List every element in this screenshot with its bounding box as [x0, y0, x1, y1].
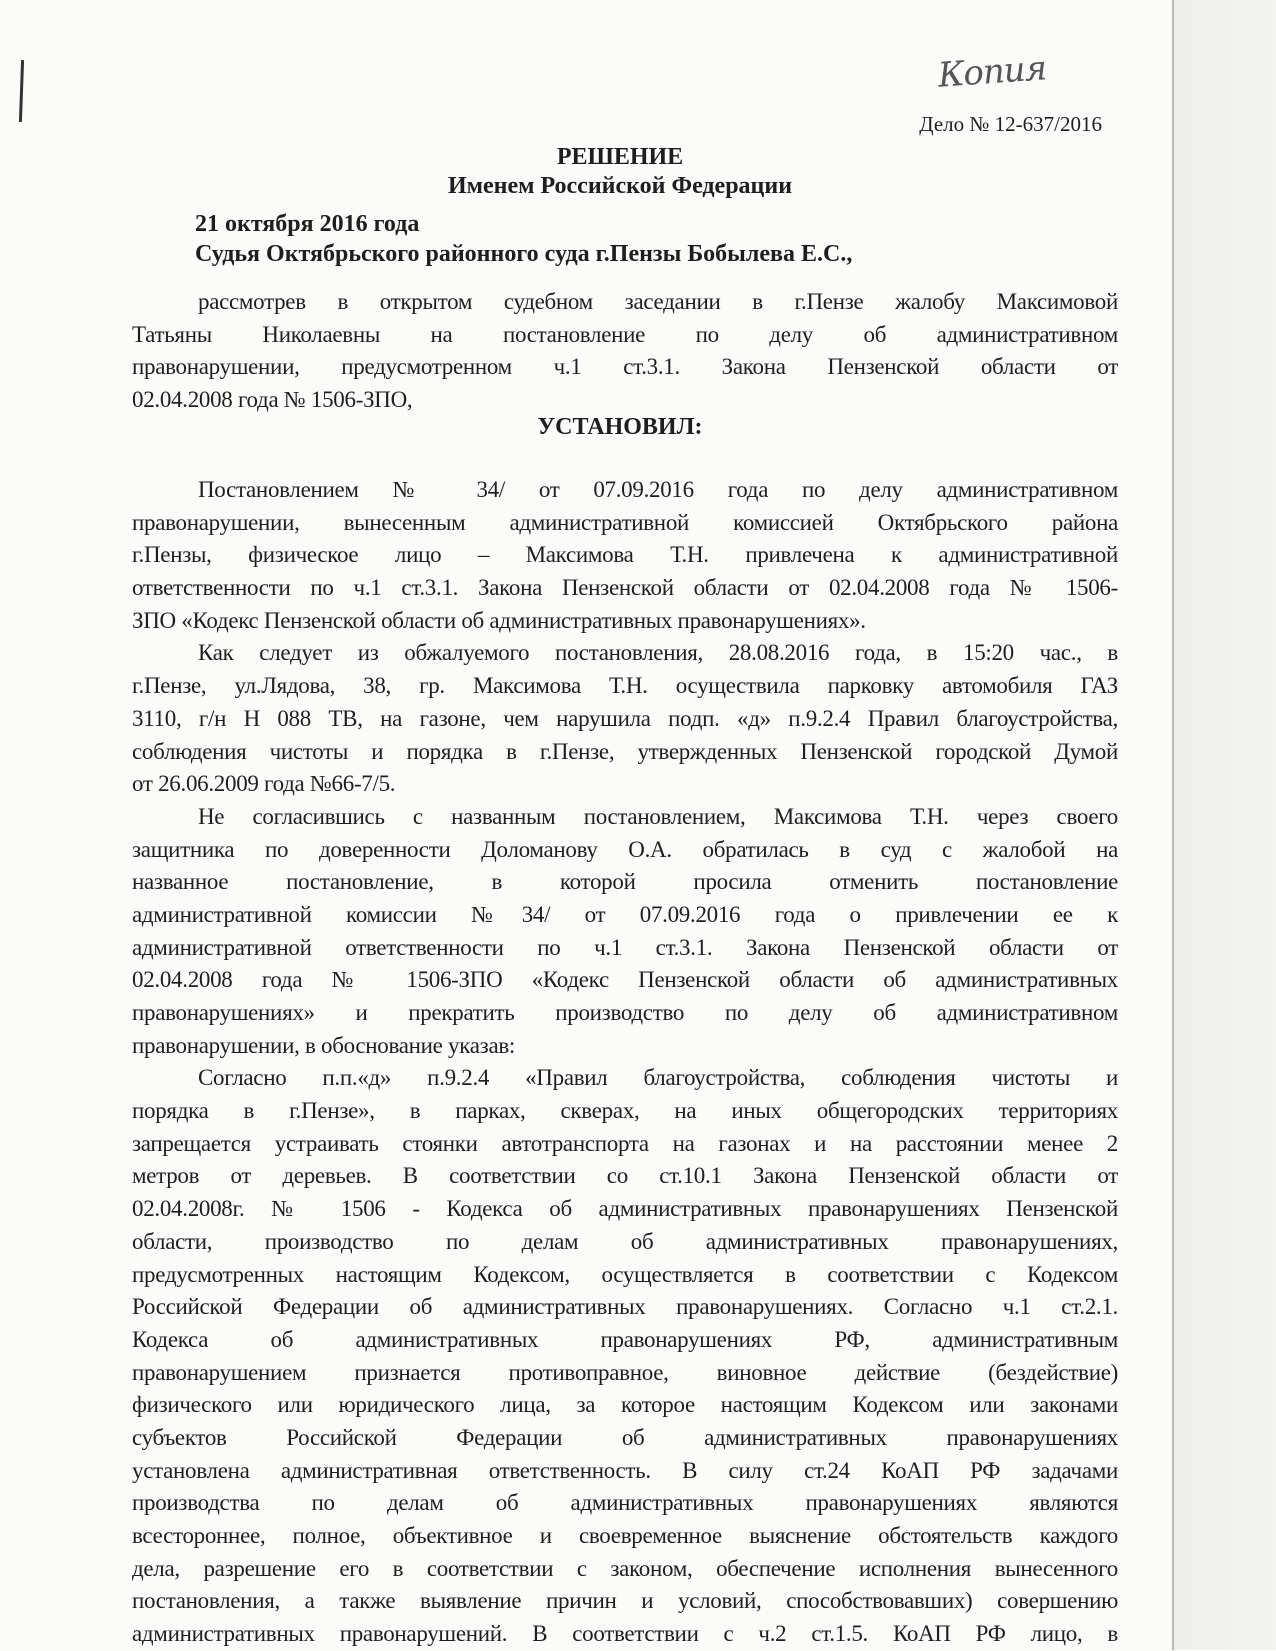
- document-subtitle: Именем Российской Федерации: [447, 173, 793, 199]
- intro-paragraph: [132, 286, 1118, 417]
- section-heading: УСТАНОВИЛ:: [537, 414, 703, 440]
- text-line: физического или юридического лица, за которое настоящим Кодексом или законами: [132, 1392, 1118, 1418]
- text-line: Татьяны Николаевны на постановление по делу об административном: [132, 321, 1118, 347]
- text-line: области, производство по делам об административных правонарушениях,: [132, 1228, 1118, 1254]
- text-line: Как следует из обжалуемого постановления, 28.08.2016 года, в 15:20 час., в: [198, 640, 1118, 666]
- text-line: предусмотренных настоящим Кодексом, осуществляется в соответствии с Кодексом: [132, 1261, 1118, 1287]
- text-line: постановления, а также выявление причин и условий, способствовавших) совершению: [132, 1588, 1118, 1614]
- text-line: производства по делам об административных правонарушениях являются: [132, 1490, 1118, 1516]
- body-text: [132, 474, 1118, 1651]
- text-line: субъектов Российской Федерации об административных правонарушениях: [132, 1424, 1118, 1450]
- scan-page-edge: [1172, 0, 1276, 1650]
- text-line: всестороннее, полное, объективное и своевременное выяснение обстоятельств каждого: [132, 1523, 1118, 1548]
- text-line: административной комиссии №34/ от 07.09.2016 года о привлечении ее к: [132, 901, 1118, 927]
- text-line: Постановлением № 34/ от 07.09.2016 года по делу административном: [198, 477, 1118, 502]
- judge-line: Судья Октябрьского районного суда г.Пензы Бобылева Е.С.,: [195, 241, 853, 267]
- text-line: дела, разрешение его в соответствии с законом, обеспечение исполнения вынесенного: [132, 1555, 1118, 1581]
- scan-margin-mark: [19, 60, 24, 122]
- text-line: 02.04.2008 года № 1506-ЗПО,: [132, 387, 413, 413]
- text-line: г.Пензе, ул.Лядова, 38, гр. Максимова Т.Н. осуществила парковку автомобиля ГАЗ: [132, 673, 1118, 699]
- text-line: ответственности по ч.1 ст.3.1. Закона Пензенской области от 02.04.2008 года № 1506-: [132, 575, 1118, 601]
- text-line: Согласно п.п.«д» п.9.2.4 «Правил благоустройства, соблюдения чистоты и: [198, 1065, 1118, 1091]
- document-title: РЕШЕНИЕ: [556, 144, 684, 170]
- text-line: 3110, г/н Н 088 ТВ, на газоне, чем нарушила подп. «д» п.9.2.4 Правил благоустройства,: [132, 705, 1118, 731]
- text-line: Кодекса об административных правонарушениях РФ, административным: [132, 1326, 1118, 1352]
- text-line: порядка в г.Пензе», в парках, скверах, на иных общегородских территориях: [132, 1098, 1118, 1124]
- text-line: метров от деревьев. В соответствии со ст.10.1 Закона Пензенской области от: [132, 1163, 1118, 1189]
- handwritten-copy-note: Копия: [936, 48, 1048, 96]
- text-line: названное постановление, в которой просила отменить постановление: [132, 869, 1118, 895]
- text-line: Российской Федерации об административных правонарушениях. Согласно ч.1 ст.2.1.: [132, 1294, 1118, 1320]
- text-line: административных правонарушений. В соответствии с ч.2 ст.1.5. КоАП РФ лицо, в: [132, 1621, 1118, 1647]
- text-line: рассмотрев в открытом судебном заседании в г.Пензе жалобу Максимовой: [198, 289, 1118, 314]
- text-line: Не согласившись с названным постановлением, Максимова Т.Н. через своего: [198, 803, 1118, 829]
- text-line: г.Пензы, физическое лицо – Максимова Т.Н. привлечена к административной: [132, 542, 1118, 568]
- text-line: от 26.06.2009 года №66-7/5.: [132, 771, 396, 797]
- text-line: защитника по доверенности Доломанову О.А. обратилась в суд с жалобой на: [132, 836, 1118, 862]
- text-line: 02.04.2008г. № 1506 - Кодекса об административных правонарушениях Пензенской: [132, 1196, 1118, 1222]
- scan-edge-line: [1172, 0, 1174, 1650]
- text-line: соблюдения чистоты и порядка в г.Пензе, утвержденных Пензенской городской Думой: [132, 738, 1118, 764]
- text-line: правонарушении, в обоснование указав:: [132, 1032, 516, 1058]
- text-line: установлена административная ответственность. В силу ст.24 КоАП РФ задачами: [132, 1457, 1118, 1483]
- text-line: ЗПО «Кодекс Пензенской области об административных правонарушениях».: [132, 607, 866, 633]
- decision-date: 21 октября 2016 года: [195, 211, 420, 237]
- text-line: правонарушением признается противоправное, виновное действие (бездействие): [132, 1359, 1118, 1385]
- text-line: запрещается устраивать стоянки автотранспорта на газонах и на расстоянии менее 2: [132, 1130, 1118, 1156]
- text-line: правонарушении, предусмотренном ч.1 ст.3.1. Закона Пензенской области от: [132, 354, 1118, 380]
- text-line: правонарушениях» и прекратить производство по делу об административном: [132, 1000, 1118, 1025]
- text-line: правонарушении, вынесенным административной комиссией Октябрьского района: [132, 509, 1118, 535]
- text-line: административной ответственности по ч.1 ст.3.1. Закона Пензенской области от: [132, 934, 1118, 960]
- text-line: 02.04.2008 года № 1506-ЗПО «Кодекс Пензенской области об административных: [132, 967, 1118, 993]
- case-number: Дело № 12-637/2016: [919, 112, 1102, 136]
